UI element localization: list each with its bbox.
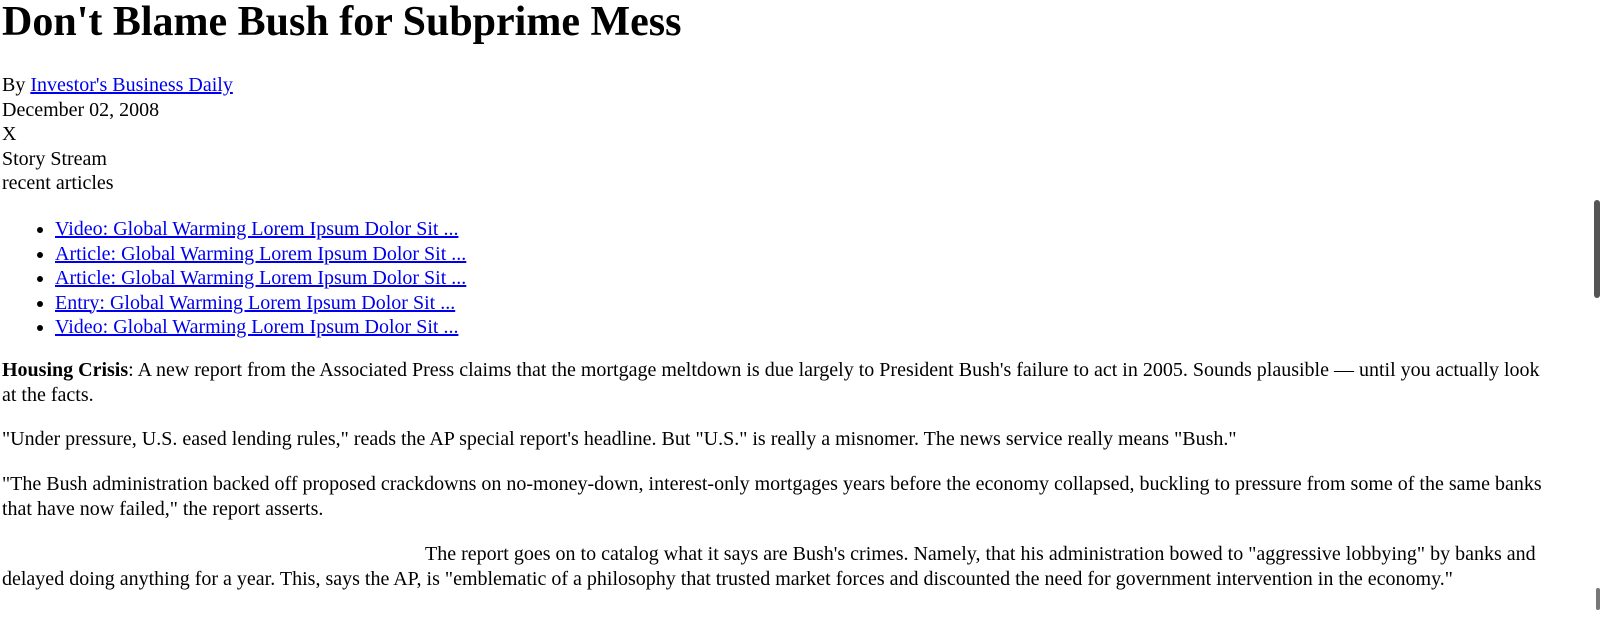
paragraph-text: "The Bush administration backed off proposed crackdowns on no-money-down, interest-only mortgages years before the economy collapsed, buckling to pressure from some of the same banks that have now failed," the report asserts.: [2, 473, 1542, 520]
recent-articles-label: recent articles: [2, 172, 114, 194]
list-item: [55, 242, 466, 267]
story-link[interactable]: Article: Global Warming Lorem Ipsum Dolor Sit ...: [55, 267, 467, 289]
list-item: [55, 291, 466, 316]
story-stream-list: [2, 217, 466, 340]
article-title: Don't Blame Bush for Subprime Mess: [2, 0, 682, 45]
close-button[interactable]: X: [2, 123, 17, 145]
story-link[interactable]: Entry: Global Warming Lorem Ipsum Dolor Sit ...: [55, 291, 456, 314]
scrollbar-edge[interactable]: [1596, 588, 1600, 610]
article-meta: [2, 73, 233, 196]
article-paragraph-3: [2, 472, 1542, 521]
paragraph-text: "Under pressure, U.S. eased lending rules," reads the AP special report's headline. But "U.S." is really a misnomer. The news service really means "Bush.": [2, 428, 1237, 450]
list-item: [55, 266, 466, 291]
article-paragraph-4: [2, 542, 1542, 591]
paragraph-text: The report goes on to catalog what it says are Bush's crimes. Namely, that his administration bowed to "aggressive lobbying" by banks and delayed doing anything for a year. This, says the AP, is "emblematic of a philosophy that trusted market forces and discounted the need for government intervention in the economy.": [2, 543, 1536, 590]
publish-date: December 02, 2008: [2, 98, 160, 121]
story-stream-heading: Story Stream: [2, 147, 107, 170]
scrollbar-thumb[interactable]: [1594, 200, 1600, 298]
story-link[interactable]: Video: Global Warming Lorem Ipsum Dolor Sit ...: [55, 316, 459, 338]
byline-prefix: By: [2, 74, 26, 96]
author-link[interactable]: Investor's Business Daily: [30, 74, 233, 96]
byline: [2, 73, 233, 98]
article-paragraph-1: [2, 358, 1542, 407]
list-item: [55, 315, 466, 340]
paragraph-text: : A new report from the Associated Press claims that the mortgage meltdown is due largely to President Bush's failure to act in 2005. Sounds plausible — until you actually look at the facts.: [2, 359, 1540, 406]
paragraph-lead: Housing Crisis: [2, 359, 129, 381]
story-link[interactable]: Video: Global Warming Lorem Ipsum Dolor Sit ...: [55, 218, 459, 240]
article-paragraph-2: [2, 427, 1542, 452]
list-item: [55, 217, 466, 242]
story-link[interactable]: Article: Global Warming Lorem Ipsum Dolor Sit ...: [55, 242, 467, 265]
